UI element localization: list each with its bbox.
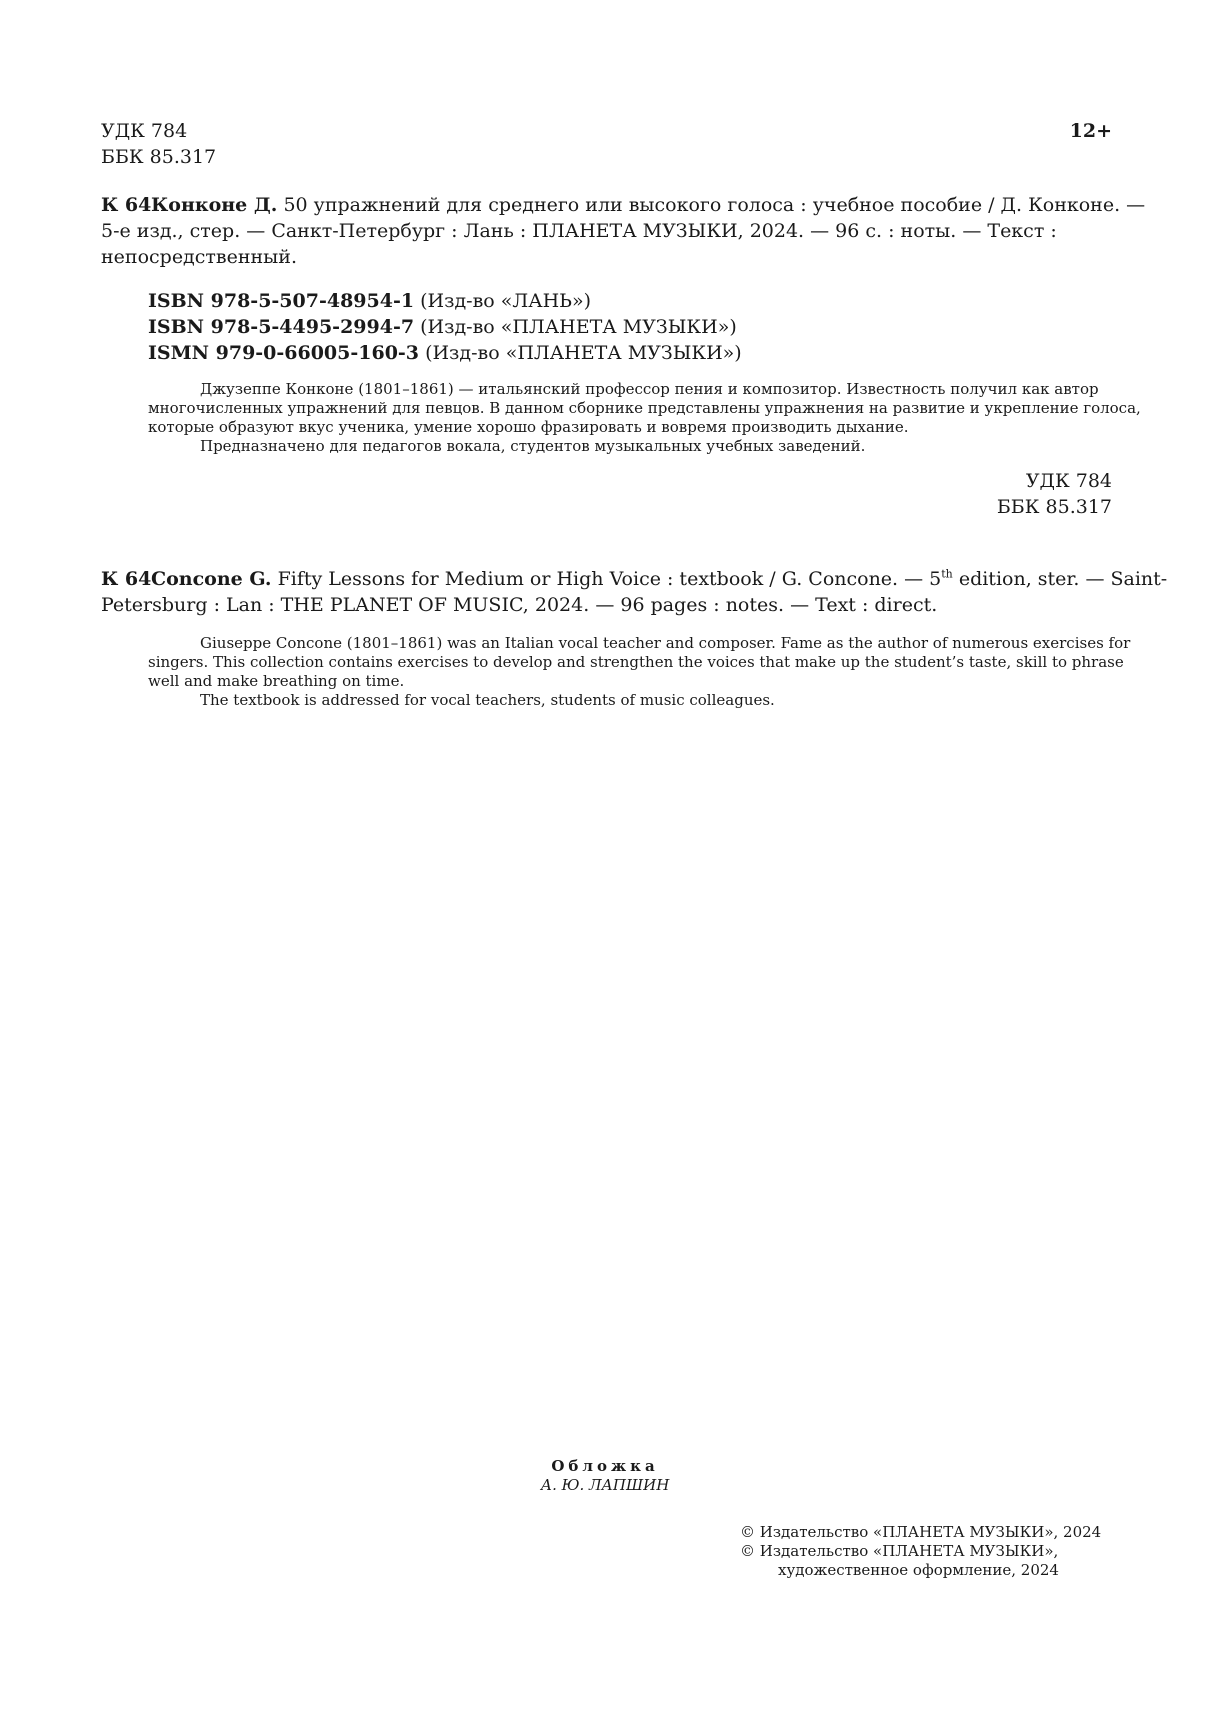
udk-code: УДК 784 xyxy=(101,120,188,142)
ru-entry-code: К 64 xyxy=(101,194,152,216)
bbk-code: ББК 85.317 xyxy=(101,146,217,168)
copyright-line: художественное оформление, 2024 xyxy=(778,1561,1059,1579)
isbn-block xyxy=(148,288,742,366)
cover-credit-name: А. Ю. ЛАПШИН xyxy=(540,1476,670,1494)
ru-entry xyxy=(101,192,1146,270)
ru-entry-author: Конконе Д. xyxy=(151,194,278,216)
en-abstract-cont: singers. This collection contains exercises to develop and strengthen the voices that make up the student’s taste, skill to phrase well and make breathing on time. The textbook is addressed for vocal teachers, students of music colleagues. xyxy=(148,653,1124,709)
en-entry-line-2: Petersburg : Lan : THE PLANET OF MUSIC, 2024. — 96 pages : notes. — Text : direct. xyxy=(101,594,938,616)
en-entry xyxy=(101,566,1168,618)
copyright-line: © Издательство «ПЛАНЕТА МУЗЫКИ», xyxy=(740,1542,1059,1560)
cover-credit-label: Обложка xyxy=(551,1457,659,1475)
ru-entry-line-3: непосредственный. xyxy=(101,246,298,268)
copyright-line: © Издательство «ПЛАНЕТА МУЗЫКИ», 2024 xyxy=(740,1523,1102,1541)
en-entry-code: К 64 xyxy=(101,568,152,590)
header-codes xyxy=(101,118,216,170)
udk-code: УДК 784 xyxy=(1025,470,1112,492)
ismn-line: ISMN 979-0-66005-160-3 (Изд-во «ПЛАНЕТА МУЗЫКИ») xyxy=(148,342,742,364)
ru-entry-line-2: 5-е изд., стер. — Санкт-Петербург : Лань : ПЛАНЕТА МУЗЫКИ, 2024. — 96 с. : ноты. — Текст : xyxy=(101,220,1057,242)
copyright-block xyxy=(740,1523,1112,1580)
isbn-line: ISBN 978-5-4495-2994-7 (Изд-во «ПЛАНЕТА МУЗЫКИ») xyxy=(148,316,737,338)
ru-abstract-cont: многочисленных упражнений для певцов. В данном сборнике представлены упражнения на развитие и укрепление голоса, которые образуют вкус ученика, умение хорошо фразировать и вовремя производить дыхание. Предназначено для педагогов вокала, студентов музыкальных учебных заведений. xyxy=(148,399,1141,455)
isbn-line: ISBN 978-5-507-48954-1 (Изд-во «ЛАНЬ») xyxy=(148,290,592,312)
en-entry-line-1: Concone G. Fifty Lessons for Medium or High Voice : textbook / G. Concone. — 5th edition, ster. — Saint- xyxy=(151,567,1168,590)
ru-abstract: Джузеппе Конконе (1801–1861) — итальянский профессор пения и композитор. Известность получил как автор xyxy=(200,380,1099,398)
bbk-code: ББК 85.317 xyxy=(996,496,1112,518)
ru-entry-line-1: Конконе Д. 50 упражнений для среднего или высокого голоса : учебное пособие / Д. Конконе. — xyxy=(151,194,1146,216)
age-rating: 12+ xyxy=(1069,120,1112,142)
right-codes xyxy=(900,468,1112,520)
en-abstract: Giuseppe Concone (1801–1861) was an Italian vocal teacher and composer. Fame as the author of numerous exercises for xyxy=(200,634,1131,652)
cover-credit xyxy=(455,1457,755,1495)
en-entry-author: Concone G. xyxy=(151,568,272,590)
